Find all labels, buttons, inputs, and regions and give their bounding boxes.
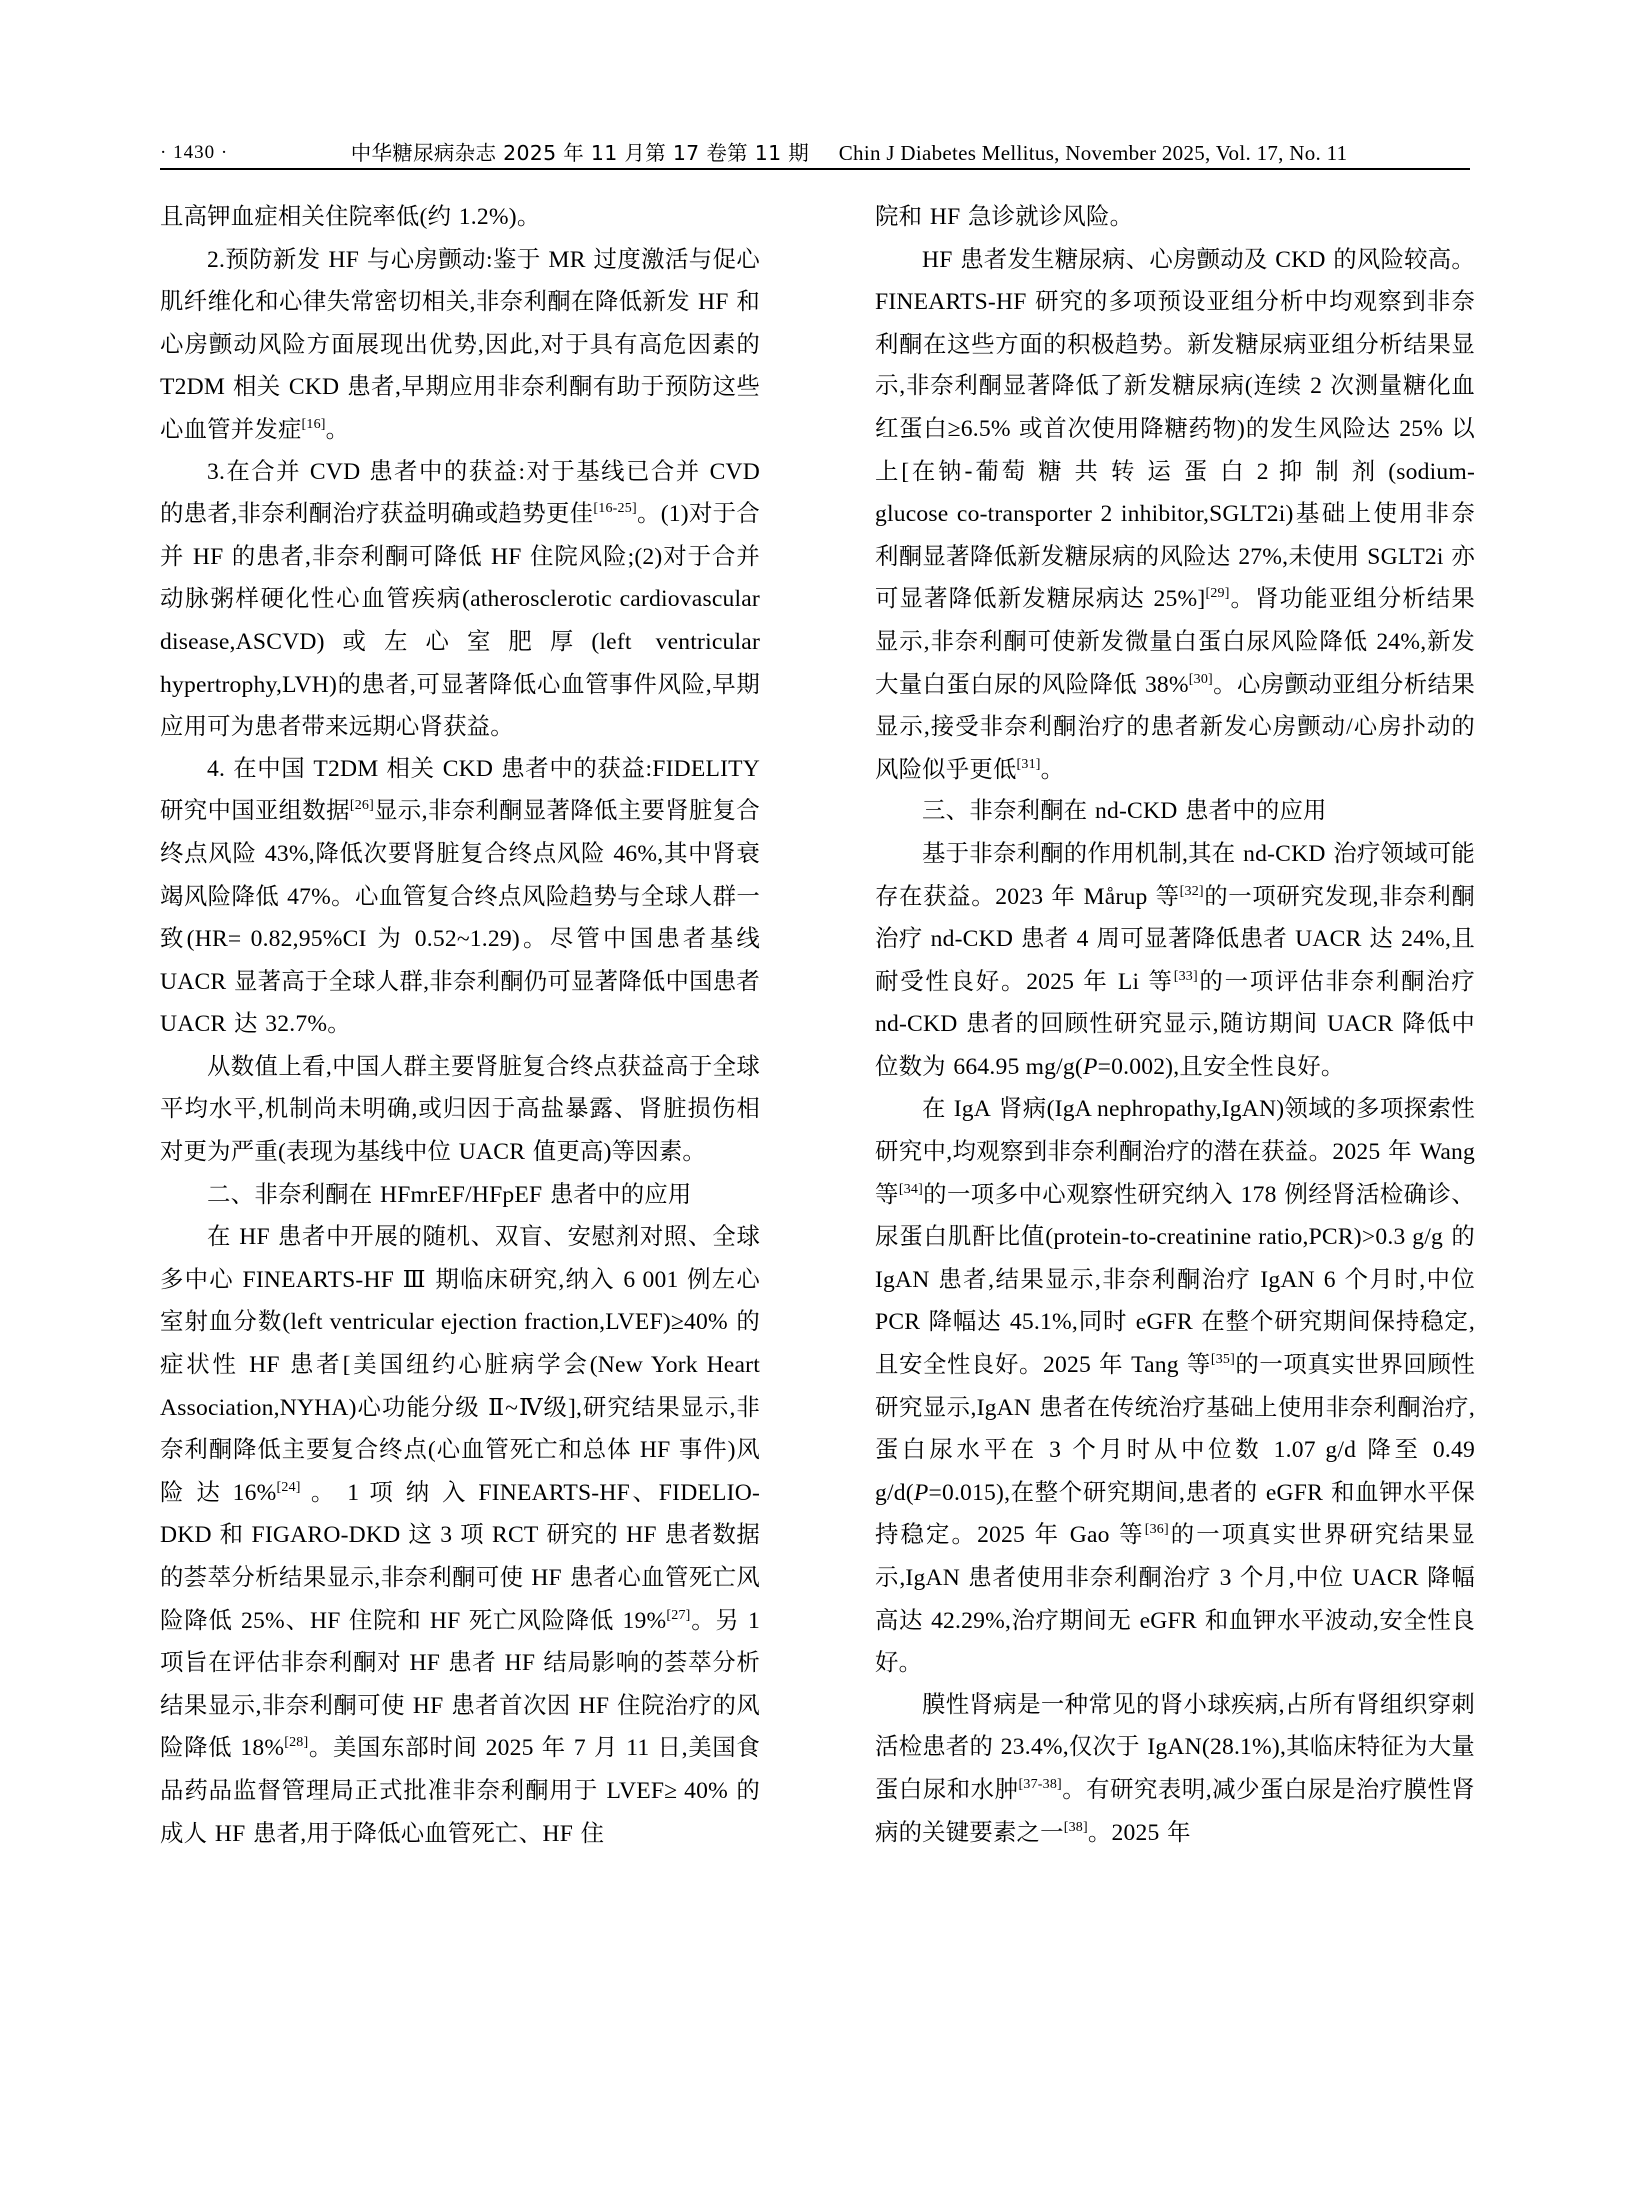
page-header — [160, 120, 1470, 166]
paragraph-r6: 膜性肾病是一种常见的肾小球疾病,占所有肾组织穿刺活检患者的 23.4%,仅次于 IgAN(28.1%),其临床特征为大量蛋白尿和水肿[37-38]。有研究表明,减少蛋白尿是治疗膜性肾病的关键要素之一[38]。2025 年 — [875, 1689, 1476, 1846]
left-column — [160, 196, 760, 2096]
paragraph-p4: 4. 在中国 T2DM 相关 CKD 患者中的获益:FIDELITY 研究中国亚组数据[26]显示,非奈利酮显著降低主要肾脏复合终点风险 43%,降低次要肾脏复合终点风险 46%,其中肾衰竭风险降低 47%。心血管复合终点风险趋势与全球人群一致(HR= 0.82,95%CI 为 0.52~1.29)。尽管中国患者基线 UACR 显著高于全球人群,非奈利酮仍可显著降低中国患者 UACR 达 32.7%。 — [160, 753, 760, 1038]
paragraph-r5: 在 IgA 肾病(IgA nephropathy,IgAN)领域的多项探索性研究中,均观察到非奈利酮治疗的潜在获益。2025 年 Wang 等[34]的一项多中心观察性研究纳入 178 例经肾活检确诊、尿蛋白肌酐比值(protein-to-creatinine ratio,PCR)>0.3 g/g 的 IgAN 患者,结果显示,非奈利酮治疗 IgAN 6 个月时,中位 PCR 降幅达 45.1%,同时 eGFR 在整个研究期间保持稳定,且安全性良好。2025 年 Tang 等[35]的一项真实世界回顾性研究显示,IgAN 患者在传统治疗基础上使用非奈利酮治疗,蛋白尿水平在 3 个月时从中位数 1.07 g/d 降至 0.49 g/d(P=0.015),在整个研究期间,患者的 eGFR 和血钾水平保持稳定。2025 年 Gao 等[36]的一项真实世界研究结果显示,IgAN 患者使用非奈利酮治疗 3 个月,中位 UACR 降幅高达 42.29%,治疗期间无 eGFR 和血钾水平波动,安全性良好。 — [875, 1094, 1476, 1677]
paragraph-p3: 3.在合并 CVD 患者中的获益:对于基线已合并 CVD 的患者,非奈利酮治疗获益明确或趋势更佳[16-25]。(1)对于合并 HF 的患者,非奈利酮可降低 HF 住院风险;(2)对于合并动脉粥样硬化性心血管疾病(atherosclerotic cardiovascular disease,ASCVD)或左心室肥厚(left ventricular hypertrophy,LVH)的患者,可显著降低心血管事件风险,早期应用可为患者带来远期心肾获益。 — [160, 456, 761, 741]
paragraph-p6: 二、非奈利酮在 HFmrEF/HFpEF 患者中的应用 — [207, 1179, 692, 1208]
paragraph-r3: 三、非奈利酮在 nd-CKD 患者中的应用 — [922, 796, 1327, 825]
header-rule — [160, 168, 1470, 170]
paragraph-p1: 且高钾血症相关住院率低(约 1.2%)。 — [160, 202, 541, 230]
two-column-body — [160, 196, 1475, 2096]
paragraph-p2: 2.预防新发 HF 与心房颤动:鉴于 MR 过度激活与促心肌纤维化和心律失常密切相关,非奈利酮在降低新发 HF 和心房颤动风险方面展现出优势,因此,对于具有高危因素的 T2DM 相关 CKD 患者,早期应用非奈利酮有助于预防这些心血管并发症[16]。 — [160, 244, 761, 443]
paragraph-r4: 基于非奈利酮的作用机制,其在 nd-CKD 治疗领域可能存在获益。2023 年 Mårup 等[32]的一项研究发现,非奈利酮治疗 nd-CKD 患者 4 周可显著降低患者 UACR 达 24%,且耐受性良好。2025 年 Li 等[33]的一项评估非奈利酮治疗 nd-CKD 患者的回顾性研究显示,随访期间 UACR 降低中位数为 664.95 mg/g(P=0.002),且安全性良好。 — [875, 838, 1475, 1080]
paragraph-p7: 在 HF 患者中开展的随机、双盲、安慰剂对照、全球多中心 FINEARTS-HF Ⅲ 期临床研究,纳入 6 001 例左心室射血分数(left ventricular ejection fraction,LVEF)≥40% 的症状性 HF 患者[美国纽约心脏病学会(New York Heart Association,NYHA)心功能分级 Ⅱ~Ⅳ级],研究结果显示,非奈利酮降低主要复合终点(心血管死亡和总体 HF 事件)风 险 达 16%[24] 。 1 项 纳 入 FINEARTS-HF、FIDELIO-DKD 和 FIGARO-DKD 这 3 项 RCT 研究的 HF 患者数据的荟萃分析结果显示,非奈利酮可使 HF 患者心血管死亡风险降低 25%、HF 住院和 HF 死亡风险降低 19%[27]。另 1 项旨在评估非奈利酮对 HF 患者 HF 结局影响的荟萃分析结果显示,非奈利酮可使 HF 患者首次因 HF 住院治疗的风险降低 18%[28]。美国东部时间 2025 年 7 月 11 日,美国食品药品监督管理局正式批准非奈利酮用于 LVEF≥ 40% 的成人 HF 患者,用于降低心血管死亡、HF 住 — [160, 1222, 761, 1847]
page-folio: · 1430 · — [160, 142, 229, 163]
running-head-en: Chin J Diabetes Mellitus, November 2025, Vol. 17, No. 11 — [838, 141, 1348, 165]
running-head — [228, 136, 1470, 166]
running-head-cn: 中华糖尿病杂志 2025 年 11 月第 17 卷第 11 期 — [350, 141, 810, 165]
right-column — [875, 196, 1475, 2096]
paragraph-p5: 从数值上看,中国人群主要肾脏复合终点获益高于全球平均水平,机制尚未明确,或归因于高盐暴露、肾脏损伤相对更为严重(表现为基线中位 UACR 值更高)等因素。 — [160, 1051, 760, 1166]
paragraph-r1: 院和 HF 急诊就诊风险。 — [875, 202, 1134, 230]
paragraph-r2: HF 患者发生糖尿病、心房颤动及 CKD 的风险较高。FINEARTS-HF 研究的多项预设亚组分析中均观察到非奈利酮在这些方面的积极趋势。新发糖尿病亚组分析结果显示,非奈利酮显著降低了新发糖尿病(连续 2 次测量糖化血红蛋白≥6.5% 或首次使用降糖药物)的发生风险达 25% 以上[在钠-葡萄 糖 共 转 运 蛋 白 2 抑 制 剂 (sodium-glucose co-transporter 2 inhibitor,SGLT2i)基础上使用非奈利酮显著降低新发糖尿病的风险达 27%,未使用 SGLT2i 亦可显著降低新发糖尿病达 25%][29]。肾功能亚组分析结果显示,非奈利酮可使新发微量白蛋白尿风险降低 24%,新发大量白蛋白尿的风险降低 38%[30]。心房颤动亚组分析结果显示,接受非奈利酮治疗的患者新发心房颤动/心房扑动的风险似乎更低[31]。 — [875, 244, 1476, 783]
